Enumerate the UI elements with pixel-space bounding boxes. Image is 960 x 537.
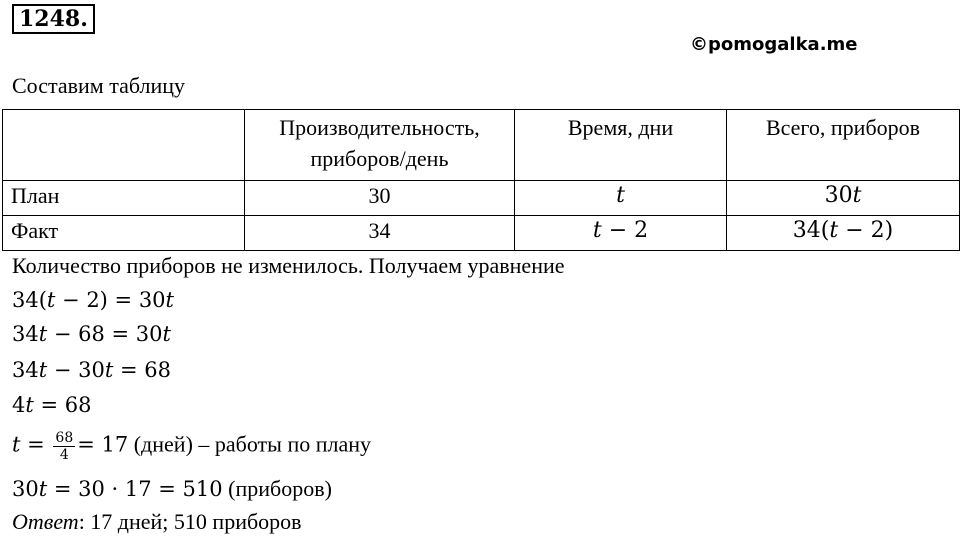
eq1-var1: t — [46, 288, 56, 312]
plan-time — [515, 181, 727, 216]
header-cell-rate — [245, 110, 515, 181]
table-row — [3, 216, 960, 251]
plan-time-var: t — [616, 183, 625, 208]
header-rate-line2: приборов/день — [310, 146, 449, 171]
plan-total — [727, 181, 960, 216]
equation-2 — [12, 321, 171, 347]
eq3-c: = 68 — [113, 358, 171, 382]
eq3-var1: t — [38, 358, 48, 382]
problem-number: 1248. — [12, 4, 95, 34]
equation-4 — [12, 392, 92, 418]
eq3-a: 34 — [12, 358, 39, 382]
row-label-fact: Факт — [3, 216, 245, 251]
equation-1 — [12, 287, 174, 313]
eq3-b: − 30 — [47, 358, 105, 382]
eq4-var1: t — [25, 393, 34, 417]
site-watermark: ©pomogalka.me — [690, 34, 858, 55]
fraction-68-4 — [53, 430, 75, 463]
plan-total-coef: 30 — [824, 183, 853, 208]
equation-5 — [12, 430, 371, 463]
eq2-var1: t — [38, 322, 48, 346]
answer-line — [12, 509, 302, 535]
eq5-var: t — [12, 432, 21, 457]
answer-text: : 17 дней; 510 приборов — [78, 509, 302, 534]
header-cell-empty — [3, 110, 245, 181]
eq2-a: 34 — [12, 322, 39, 346]
table-header-row — [3, 110, 960, 181]
plan-rate: 30 — [245, 181, 515, 216]
eq6-note: (приборов) — [222, 476, 332, 501]
equation-6 — [12, 476, 332, 502]
fact-total-a: 34( — [792, 218, 830, 243]
eq5-eq: = — [20, 432, 52, 457]
eq4-b: = 68 — [33, 393, 92, 417]
eq6-a: 30 — [12, 477, 39, 501]
fraction-denominator: 4 — [59, 447, 69, 463]
intro-text: Составим таблицу — [12, 73, 186, 98]
fraction-numerator: 68 — [55, 430, 74, 446]
eq5-note: (дней) – работы по плану — [128, 431, 372, 457]
eq3-var2: t — [104, 358, 114, 382]
fact-total-rest: − 2) — [838, 218, 894, 243]
statement-text: Количество приборов не изменилось. Получаем уравнение — [12, 253, 565, 278]
eq2-b: − 68 = 30 — [47, 322, 163, 346]
plan-total-var: t — [852, 183, 862, 208]
eq2-var2: t — [162, 322, 171, 346]
row-label-plan: План — [3, 181, 245, 216]
eq6-var: t — [38, 477, 48, 501]
fact-time-rest: − 2 — [601, 218, 649, 243]
fact-time-var: t — [592, 218, 602, 243]
eq5-rest: = 17 — [77, 432, 129, 457]
fact-time — [515, 216, 727, 251]
eq4-a: 4 — [12, 393, 26, 417]
eq1-var2: t — [165, 288, 174, 312]
fact-rate: 34 — [245, 216, 515, 251]
answer-label: Ответ — [12, 509, 79, 534]
data-table — [2, 109, 960, 251]
header-cell-total: Всего, приборов — [727, 110, 960, 181]
eq1-b: − 2) = 30 — [55, 288, 166, 312]
eq1-a: 34( — [12, 288, 47, 312]
header-cell-time: Время, дни — [515, 110, 727, 181]
fact-total-var: t — [829, 218, 839, 243]
eq6-b: = 30 · 17 = 510 — [47, 477, 223, 501]
table-row — [3, 181, 960, 216]
header-rate-line1: Производительность, — [279, 115, 480, 140]
equation-3 — [12, 357, 171, 383]
fact-total — [727, 216, 960, 251]
